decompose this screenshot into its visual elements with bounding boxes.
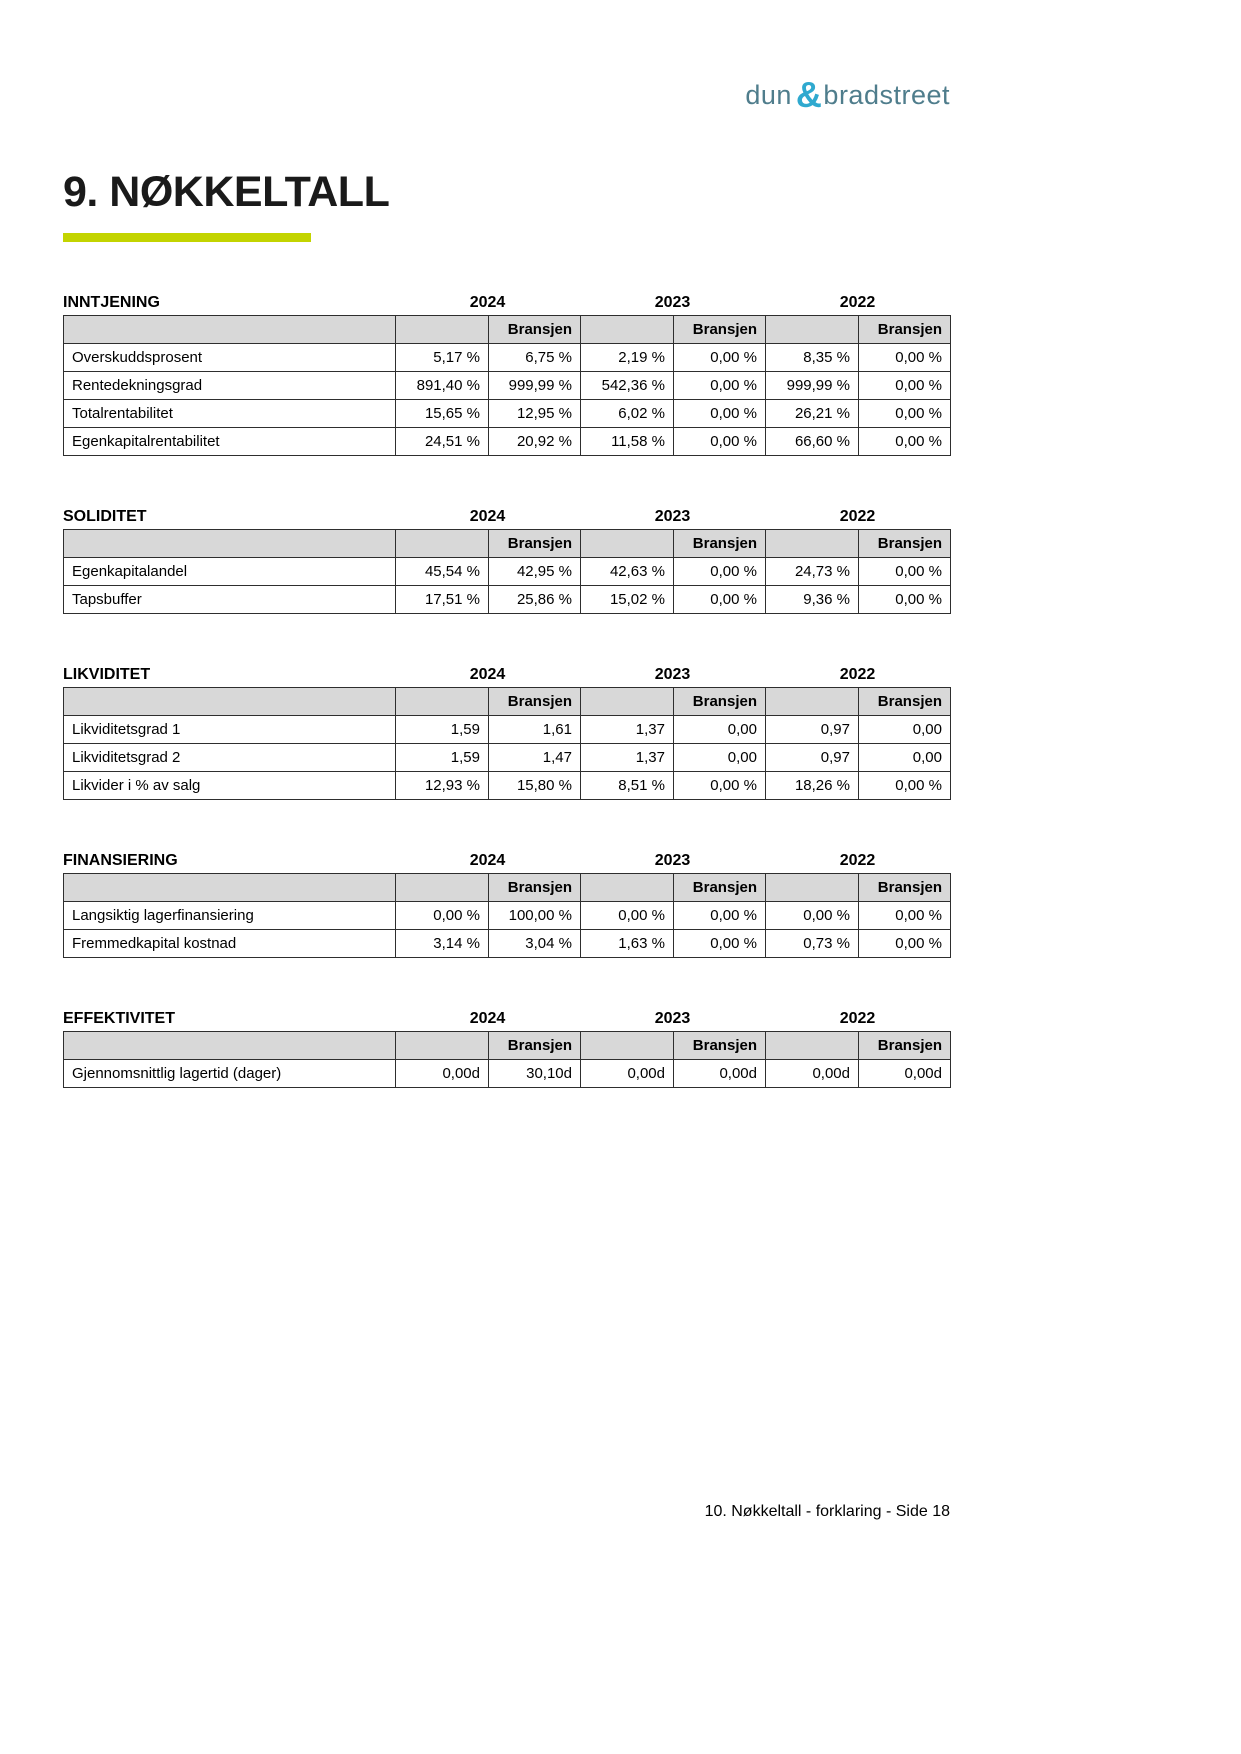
value-cell: 0,00 % bbox=[766, 902, 859, 930]
value-cell: 100,00 % bbox=[489, 902, 581, 930]
value-cell: 0,00 % bbox=[581, 902, 674, 930]
table-row bbox=[64, 1060, 951, 1088]
value-cell: 1,47 bbox=[489, 744, 581, 772]
header-empty-cell bbox=[766, 530, 859, 558]
header-empty-cell bbox=[581, 530, 674, 558]
year-header: 2022 bbox=[839, 666, 876, 683]
value-cell: 0,00 % bbox=[859, 558, 951, 586]
value-cell: 15,65 % bbox=[396, 400, 489, 428]
value-cell: 0,00 % bbox=[859, 772, 951, 800]
value-cell: 8,51 % bbox=[581, 772, 674, 800]
row-label: Gjennomsnittlig lagertid (dager) bbox=[64, 1060, 396, 1088]
bransjen-header-cell: Bransjen bbox=[489, 688, 581, 716]
table-row bbox=[64, 902, 951, 930]
header-empty-cell bbox=[396, 316, 489, 344]
bransjen-header-cell: Bransjen bbox=[859, 316, 951, 344]
value-cell: 0,97 bbox=[766, 716, 859, 744]
value-cell: 0,00d bbox=[396, 1060, 489, 1088]
ampersand-icon: & bbox=[795, 74, 823, 115]
bransjen-header-cell: Bransjen bbox=[674, 688, 766, 716]
value-cell: 0,00 % bbox=[859, 902, 951, 930]
title-accent-bar bbox=[63, 233, 311, 242]
value-cell: 2,19 % bbox=[581, 344, 674, 372]
value-cell: 0,00 bbox=[674, 716, 766, 744]
page-title: 9. NØKKELTALL bbox=[63, 168, 390, 216]
value-cell: 0,00 bbox=[859, 744, 951, 772]
bransjen-header-cell: Bransjen bbox=[674, 316, 766, 344]
section-header-row bbox=[63, 852, 950, 870]
value-cell: 0,00 % bbox=[674, 902, 766, 930]
header-empty-cell bbox=[766, 874, 859, 902]
section-header-row bbox=[63, 294, 950, 312]
header-empty-cell bbox=[581, 316, 674, 344]
header-empty-cell bbox=[581, 688, 674, 716]
header-empty-cell bbox=[64, 1032, 396, 1060]
value-cell: 26,21 % bbox=[766, 400, 859, 428]
value-cell: 6,75 % bbox=[489, 344, 581, 372]
value-cell: 12,93 % bbox=[396, 772, 489, 800]
year-header: 2022 bbox=[839, 294, 876, 311]
value-cell: 0,00d bbox=[766, 1060, 859, 1088]
section-title: SOLIDITET bbox=[63, 508, 147, 525]
bransjen-header-cell: Bransjen bbox=[674, 874, 766, 902]
value-cell: 11,58 % bbox=[581, 428, 674, 456]
key-figures-table bbox=[63, 1031, 951, 1088]
header-empty-cell bbox=[581, 1032, 674, 1060]
logo-word-bradstreet: bradstreet bbox=[823, 80, 950, 110]
table-row bbox=[64, 400, 951, 428]
header-empty-cell bbox=[396, 530, 489, 558]
bransjen-header-cell: Bransjen bbox=[489, 530, 581, 558]
value-cell: 3,04 % bbox=[489, 930, 581, 958]
table-row bbox=[64, 372, 951, 400]
header-empty-cell bbox=[64, 316, 396, 344]
value-cell: 3,14 % bbox=[396, 930, 489, 958]
header-empty-cell bbox=[396, 874, 489, 902]
value-cell: 0,97 bbox=[766, 744, 859, 772]
table-header-row bbox=[64, 1032, 951, 1060]
year-header: 2024 bbox=[469, 852, 506, 869]
year-header: 2024 bbox=[469, 1010, 506, 1027]
table-row bbox=[64, 716, 951, 744]
bransjen-header-cell: Bransjen bbox=[674, 530, 766, 558]
bransjen-header-cell: Bransjen bbox=[859, 530, 951, 558]
value-cell: 0,73 % bbox=[766, 930, 859, 958]
value-cell: 0,00 bbox=[674, 744, 766, 772]
table-row bbox=[64, 744, 951, 772]
row-label: Likviditetsgrad 1 bbox=[64, 716, 396, 744]
table-row bbox=[64, 586, 951, 614]
value-cell: 542,36 % bbox=[581, 372, 674, 400]
table-header-row bbox=[64, 530, 951, 558]
year-header: 2024 bbox=[469, 508, 506, 525]
row-label: Egenkapitalrentabilitet bbox=[64, 428, 396, 456]
page-content bbox=[0, 0, 950, 1088]
value-cell: 45,54 % bbox=[396, 558, 489, 586]
section-effektivitet bbox=[63, 1010, 950, 1088]
value-cell: 0,00 % bbox=[859, 930, 951, 958]
value-cell: 999,99 % bbox=[766, 372, 859, 400]
value-cell: 0,00d bbox=[674, 1060, 766, 1088]
row-label: Tapsbuffer bbox=[64, 586, 396, 614]
table-row bbox=[64, 558, 951, 586]
value-cell: 12,95 % bbox=[489, 400, 581, 428]
section-inntjening bbox=[63, 294, 950, 456]
table-header-row bbox=[64, 688, 951, 716]
value-cell: 66,60 % bbox=[766, 428, 859, 456]
value-cell: 15,80 % bbox=[489, 772, 581, 800]
value-cell: 42,63 % bbox=[581, 558, 674, 586]
header-empty-cell bbox=[64, 530, 396, 558]
value-cell: 1,37 bbox=[581, 744, 674, 772]
bransjen-header-cell: Bransjen bbox=[674, 1032, 766, 1060]
value-cell: 0,00 % bbox=[674, 344, 766, 372]
value-cell: 891,40 % bbox=[396, 372, 489, 400]
value-cell: 0,00 % bbox=[859, 400, 951, 428]
section-title: EFFEKTIVITET bbox=[63, 1010, 175, 1027]
logo-word-dun: dun bbox=[745, 80, 792, 110]
value-cell: 0,00 % bbox=[859, 344, 951, 372]
bransjen-header-cell: Bransjen bbox=[489, 874, 581, 902]
value-cell: 0,00 bbox=[859, 716, 951, 744]
header-empty-cell bbox=[64, 874, 396, 902]
section-title: FINANSIERING bbox=[63, 852, 178, 869]
table-row bbox=[64, 772, 951, 800]
value-cell: 24,73 % bbox=[766, 558, 859, 586]
value-cell: 0,00d bbox=[859, 1060, 951, 1088]
value-cell: 17,51 % bbox=[396, 586, 489, 614]
table-row bbox=[64, 428, 951, 456]
row-label: Likvider i % av salg bbox=[64, 772, 396, 800]
value-cell: 1,61 bbox=[489, 716, 581, 744]
year-header: 2024 bbox=[469, 666, 506, 683]
value-cell: 1,59 bbox=[396, 716, 489, 744]
bransjen-header-cell: Bransjen bbox=[859, 688, 951, 716]
year-header: 2022 bbox=[839, 1010, 876, 1027]
header-empty-cell bbox=[396, 1032, 489, 1060]
tables-container bbox=[63, 294, 950, 1088]
key-figures-table bbox=[63, 315, 951, 456]
row-label: Totalrentabilitet bbox=[64, 400, 396, 428]
value-cell: 30,10d bbox=[489, 1060, 581, 1088]
value-cell: 999,99 % bbox=[489, 372, 581, 400]
bransjen-header-cell: Bransjen bbox=[489, 1032, 581, 1060]
year-header: 2023 bbox=[654, 1010, 691, 1027]
value-cell: 0,00 % bbox=[674, 558, 766, 586]
value-cell: 1,37 bbox=[581, 716, 674, 744]
row-label: Egenkapitalandel bbox=[64, 558, 396, 586]
value-cell: 0,00 % bbox=[674, 930, 766, 958]
section-title: INNTJENING bbox=[63, 294, 160, 311]
row-label: Langsiktig lagerfinansiering bbox=[64, 902, 396, 930]
section-likviditet bbox=[63, 666, 950, 800]
bransjen-header-cell: Bransjen bbox=[859, 874, 951, 902]
value-cell: 42,95 % bbox=[489, 558, 581, 586]
header-empty-cell bbox=[766, 688, 859, 716]
value-cell: 18,26 % bbox=[766, 772, 859, 800]
row-label: Likviditetsgrad 2 bbox=[64, 744, 396, 772]
year-header: 2023 bbox=[654, 852, 691, 869]
section-header-row bbox=[63, 1010, 950, 1028]
row-label: Overskuddsprosent bbox=[64, 344, 396, 372]
year-header: 2023 bbox=[654, 294, 691, 311]
year-header: 2022 bbox=[839, 508, 876, 525]
section-finansiering bbox=[63, 852, 950, 958]
section-header-row bbox=[63, 508, 950, 526]
value-cell: 8,35 % bbox=[766, 344, 859, 372]
table-header-row bbox=[64, 874, 951, 902]
value-cell: 0,00 % bbox=[859, 586, 951, 614]
value-cell: 0,00 % bbox=[674, 372, 766, 400]
value-cell: 25,86 % bbox=[489, 586, 581, 614]
value-cell: 0,00d bbox=[581, 1060, 674, 1088]
section-title: LIKVIDITET bbox=[63, 666, 151, 683]
year-header: 2023 bbox=[654, 666, 691, 683]
header-empty-cell bbox=[396, 688, 489, 716]
section-header-row bbox=[63, 666, 950, 684]
value-cell: 6,02 % bbox=[581, 400, 674, 428]
key-figures-table bbox=[63, 873, 951, 958]
value-cell: 0,00 % bbox=[859, 372, 951, 400]
row-label: Rentedekningsgrad bbox=[64, 372, 396, 400]
year-header: 2022 bbox=[839, 852, 876, 869]
page-footer: 10. Nøkkeltall - forklaring - Side 18 bbox=[704, 1503, 950, 1520]
section-soliditet bbox=[63, 508, 950, 614]
header-empty-cell bbox=[64, 688, 396, 716]
value-cell: 24,51 % bbox=[396, 428, 489, 456]
table-header-row bbox=[64, 316, 951, 344]
value-cell: 0,00 % bbox=[396, 902, 489, 930]
value-cell: 1,63 % bbox=[581, 930, 674, 958]
key-figures-table bbox=[63, 687, 951, 800]
value-cell: 20,92 % bbox=[489, 428, 581, 456]
bransjen-header-cell: Bransjen bbox=[859, 1032, 951, 1060]
value-cell: 1,59 bbox=[396, 744, 489, 772]
value-cell: 0,00 % bbox=[859, 428, 951, 456]
value-cell: 9,36 % bbox=[766, 586, 859, 614]
key-figures-table bbox=[63, 529, 951, 614]
value-cell: 0,00 % bbox=[674, 400, 766, 428]
row-label: Fremmedkapital kostnad bbox=[64, 930, 396, 958]
header-empty-cell bbox=[766, 1032, 859, 1060]
table-row bbox=[64, 344, 951, 372]
header-empty-cell bbox=[766, 316, 859, 344]
bransjen-header-cell: Bransjen bbox=[489, 316, 581, 344]
value-cell: 15,02 % bbox=[581, 586, 674, 614]
dun-bradstreet-logo bbox=[745, 74, 950, 116]
table-row bbox=[64, 930, 951, 958]
header-empty-cell bbox=[581, 874, 674, 902]
year-header: 2024 bbox=[469, 294, 506, 311]
year-header: 2023 bbox=[654, 508, 691, 525]
value-cell: 5,17 % bbox=[396, 344, 489, 372]
value-cell: 0,00 % bbox=[674, 586, 766, 614]
value-cell: 0,00 % bbox=[674, 428, 766, 456]
value-cell: 0,00 % bbox=[674, 772, 766, 800]
